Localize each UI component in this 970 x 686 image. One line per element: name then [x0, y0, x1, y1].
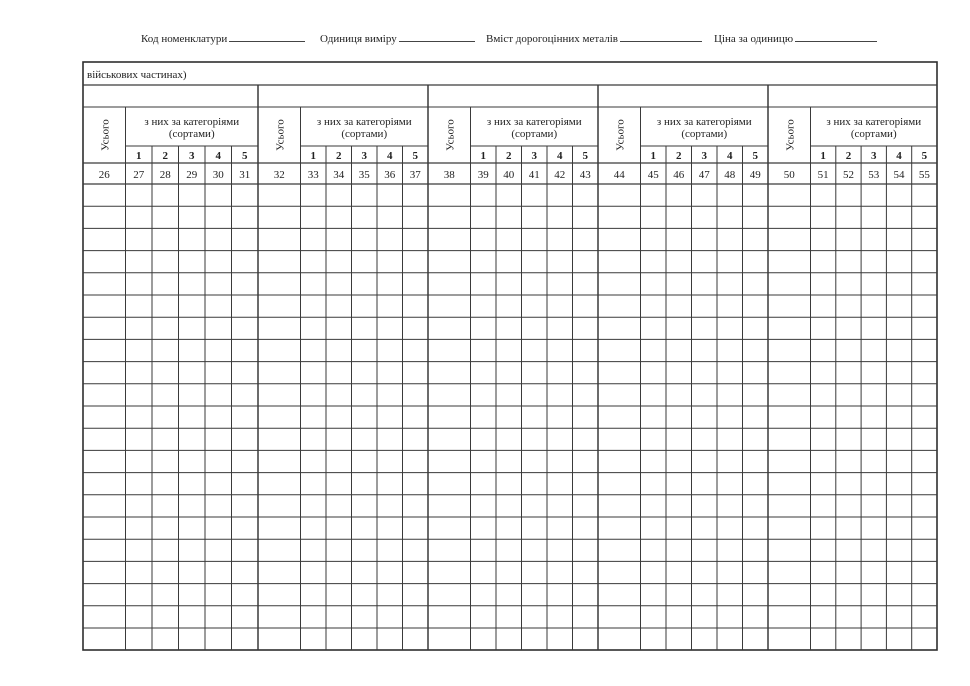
category-label-sub: (сортами) [168, 128, 215, 140]
category-number: 3 [531, 150, 537, 162]
category-label: з них за категоріями [486, 116, 582, 128]
column-number: 29 [186, 169, 198, 181]
category-number: 2 [676, 150, 682, 162]
column-number: 34 [333, 169, 345, 181]
category-label-sub: (сортами) [511, 128, 558, 140]
category-number: 2 [336, 150, 342, 162]
category-label: з них за категоріями [656, 116, 752, 128]
table-title-fragment: військових частинах) [87, 69, 187, 81]
category-label: з них за категоріями [316, 116, 412, 128]
column-number: 49 [749, 169, 761, 181]
column-number: 40 [503, 169, 515, 181]
category-number: 4 [896, 150, 902, 162]
column-number: 46 [673, 169, 685, 181]
precious-metals-field-label: Вміст дорогоцінних металів [486, 33, 618, 45]
category-number: 5 [752, 150, 758, 162]
column-number: 52 [842, 169, 854, 181]
column-number: 28 [159, 169, 171, 181]
column-number: 51 [817, 169, 829, 181]
total-label: Усього [614, 119, 627, 151]
column-number: 26 [98, 169, 110, 181]
column-number: 42 [554, 169, 566, 181]
column-number: 45 [647, 169, 659, 181]
column-number: 53 [868, 169, 880, 181]
category-number: 4 [557, 150, 563, 162]
total-label: Усього [274, 119, 287, 151]
category-number: 3 [189, 150, 195, 162]
nomenclature-code-field-label: Код номенклатури [141, 33, 228, 45]
category-number: 4 [727, 150, 733, 162]
column-number: 50 [783, 169, 795, 181]
column-number: 37 [409, 169, 421, 181]
category-number: 1 [650, 150, 656, 162]
unit-price-field-label: Ціна за одиницю [714, 33, 794, 45]
category-number: 3 [361, 150, 367, 162]
column-number: 30 [212, 169, 224, 181]
category-number: 3 [871, 150, 877, 162]
column-number: 41 [528, 169, 540, 181]
column-number: 48 [724, 169, 736, 181]
category-number: 4 [215, 150, 221, 162]
column-number: 33 [307, 169, 319, 181]
column-number: 47 [698, 169, 710, 181]
category-number: 2 [162, 150, 168, 162]
unit-of-measure-field-label: Одиниця виміру [320, 33, 397, 45]
category-number: 2 [506, 150, 512, 162]
category-number: 4 [387, 150, 393, 162]
column-number: 39 [477, 169, 489, 181]
category-number: 2 [845, 150, 852, 162]
category-number: 5 [921, 150, 928, 162]
column-number: 44 [613, 169, 625, 181]
category-label-sub: (сортами) [850, 128, 897, 140]
category-label: з них за категоріями [144, 116, 240, 128]
category-number: 1 [136, 150, 142, 162]
column-number: 27 [133, 169, 145, 181]
column-number: 55 [918, 169, 930, 181]
total-label: Усього [784, 119, 797, 151]
column-number: 38 [443, 169, 455, 181]
category-label-sub: (сортами) [341, 128, 388, 140]
category-number: 1 [820, 150, 826, 162]
column-number: 35 [358, 169, 370, 181]
category-number: 5 [582, 150, 588, 162]
category-label-sub: (сортами) [681, 128, 728, 140]
category-number: 1 [310, 150, 316, 162]
category-number: 1 [480, 150, 486, 162]
category-number: 3 [701, 150, 707, 162]
column-number: 36 [384, 169, 396, 181]
category-label: з них за категоріями [826, 116, 922, 128]
total-label: Усього [99, 119, 112, 151]
total-label: Усього [444, 119, 457, 151]
column-number: 32 [273, 169, 285, 181]
category-number: 5 [412, 150, 418, 162]
column-number: 54 [893, 169, 905, 181]
column-number: 43 [579, 169, 591, 181]
category-number: 5 [242, 150, 248, 162]
column-number: 31 [239, 169, 251, 181]
